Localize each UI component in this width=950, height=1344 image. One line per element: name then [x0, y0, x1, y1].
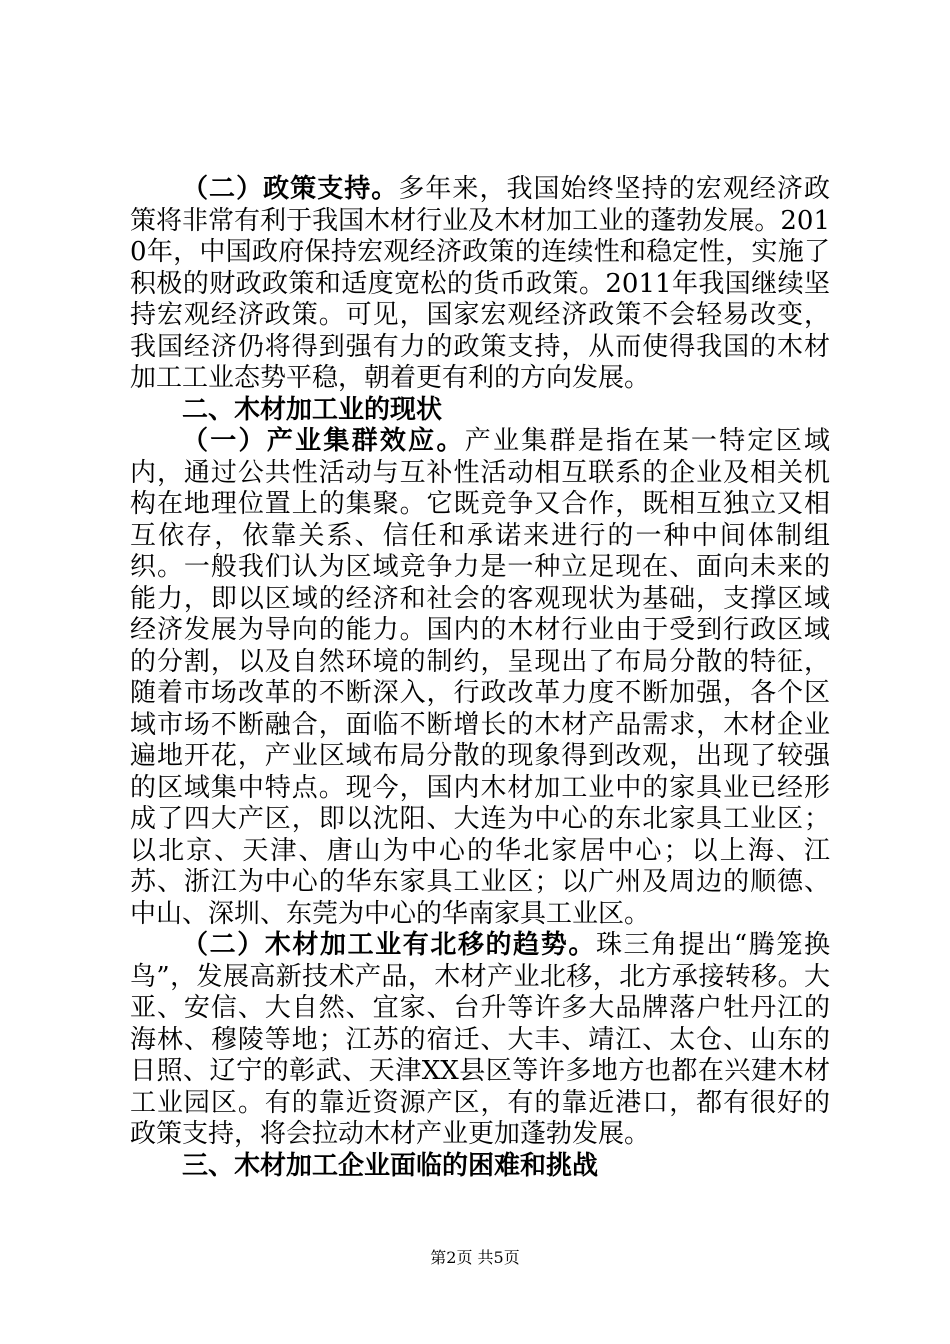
paragraph-text: 多年来，我国始终坚持的宏观经济政策将非常有利于我国木材行业及木材加工业的蓬勃发展。2010年，中国政府保持宏观经济政策的连续性和稳定性，实施了积极的财政政策和适度宽松的货币政策。2011年我国继续坚持宏观经济政策。可见，国家宏观经济政策不会轻易改变，我国经济仍将得到强有力的政策支持，从而使得我国的木材加工工业态势平稳，朝着更有利的方向发展。	[130, 174, 830, 393]
paragraph-lead: （二）政策支持。	[182, 174, 399, 204]
paragraph-northward-shift	[130, 930, 830, 1151]
paragraph-policy-support	[130, 174, 830, 395]
paragraph-industry-cluster	[130, 426, 830, 930]
paragraph-text: 产业集群是指在某一特定区域内，通过公共性活动与互补性活动相互联系的企业及相关机构在地理位置上的集聚。它既竞争又合作，既相互独立又相互依存，依靠关系、信任和承诺来进行的一种中间体制组织。一般我们认为区域竞争力是一种立足现在、面向未来的能力，即以区域的经济和社会的客观现状为基础，支撑区域经济发展为导向的能力。国内的木材行业由于受到行政区域的分割，以及自然环境的制约，呈现出了布局分散的特征，随着市场改革的不断深入，行政改革力度不断加强，各个区域市场不断融合，面临不断增长的木材产品需求，木材企业遍地开花，产业区域布局分散的现象得到改观，出现了较强的区域集中特点。现今，国内木材加工业中的家具业已经形成了四大产区，即以沈阳、大连为中心的东北家具工业区；以北京、天津、唐山为中心的华北家居中心；以上海、江苏、浙江为中心的华东家具工业区；以广州及周边的顺德、中山、深圳、东莞为中心的华南家具工业区。	[130, 426, 830, 929]
paragraph-lead: （二）木材加工业有北移的趋势。	[182, 930, 596, 960]
section-heading-challenges: 三、木材加工企业面临的困难和挑战	[182, 1150, 599, 1181]
page-number-footer: 第2页 共5页	[430, 1248, 520, 1267]
section-heading-current-status: 二、木材加工业的现状	[182, 394, 443, 425]
paragraph-text: 珠三角提出“腾笼换鸟”，发展高新技术产品，木材产业北移，北方承接转移。大亚、安信、大自然、宜家、台升等许多大品牌落户牡丹江的海林、穆陵等地；江苏的宿迁、大丰、靖江、太仓、山东的日照、辽宁的彰武、天津XX县区等许多地方也都在兴建木材工业园区。有的靠近资源产区，有的靠近港口，都有很好的政策支持，将会拉动木材产业更加蓬勃发展。	[130, 930, 830, 1149]
paragraph-lead: （一）产业集群效应。	[182, 426, 465, 456]
document-body	[130, 174, 830, 1182]
